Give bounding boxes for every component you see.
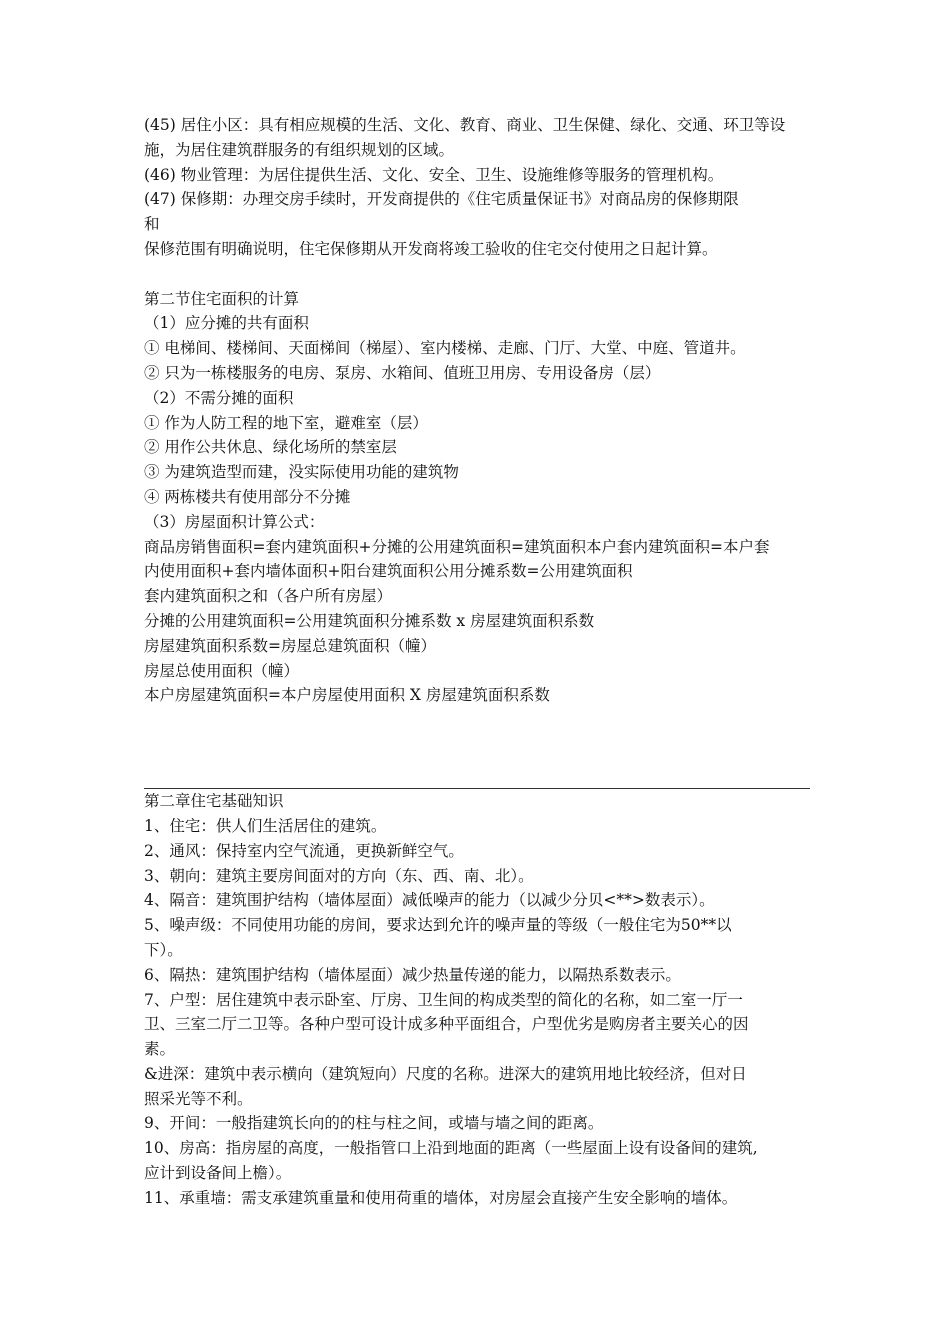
subheading-1: （1）应分摊的共有面积 [144, 314, 309, 333]
definition-item-cont: 素。 [144, 1040, 176, 1059]
definition-item-cont: 卫、三室二厅二卫等。各种户型可设计成多种平面组合，户型优劣是购房者主要关心的因 [144, 1015, 749, 1034]
definition-item: 4、隔音：建筑围护结构（墙体屋面）减低噪声的能力（以减少分贝<**>数表示）。 [144, 891, 715, 910]
item-47-line3: 保修范围有明确说明，住宅保修期从开发商将竣工验收的住宅交付使用之日起计算。 [144, 239, 718, 258]
chapter-title: 第二章住宅基础知识 [144, 792, 284, 811]
definition-item-cont: 照采光等不利。 [144, 1089, 253, 1108]
formula-line: 本户房屋建筑面积=本户房屋使用面积 X 房屋建筑面积系数 [144, 686, 550, 705]
formula-line: 房屋总使用面积（幢） [144, 661, 300, 680]
formula-line: 套内建筑面积之和（各户所有房屋） [144, 587, 393, 606]
definition-item: 7、户型：居住建筑中表示卧室、厅房、卫生间的构成类型的简化的名称，如二室一厅一 [144, 990, 743, 1009]
definition-item: 9、开间：一般指建筑长向的的柱与柱之间，或墙与墙之间的距离。 [144, 1114, 604, 1133]
definition-item: &进深：建筑中表示横向（建筑短向）尺度的名称。进深大的建筑用地比较经济，但对日 [144, 1064, 747, 1083]
item-47-line1: (47) 保修期：办理交房手续时，开发商提供的《住宅质量保证书》对商品房的保修期限 [144, 190, 739, 209]
list-item: ② 只为一栋楼服务的电房、泵房、水箱间、值班卫用房、专用设备房（层） [144, 363, 661, 382]
spacer [144, 262, 814, 287]
definition-item: 2、通风：保持室内空气流通，更换新鲜空气。 [144, 841, 464, 860]
definition-item: 6、隔热：建筑围护结构（墙体屋面）减少热量传递的能力，以隔热系数表示。 [144, 965, 681, 984]
list-item: ② 用作公共休息、绿化场所的禁室层 [144, 438, 397, 457]
item-45: (45) 居住小区：具有相应规模的生活、文化、教育、商业、卫生保健、绿化、交通、环卫等设施，为居住建筑群服务的有组织规划的区域。 [144, 116, 786, 159]
definition-item: 10、房高：指房屋的高度，一般指管口上沿到地面的距离（一些屋面上设有设备间的建筑, [144, 1139, 758, 1158]
definition-item: 11、承重墙：需支承建筑重量和使用荷重的墙体，对房屋会直接产生安全影响的墙体。 [144, 1188, 738, 1207]
subheading-2: （2）不需分摊的面积 [144, 388, 294, 407]
formula-line: 分摊的公用建筑面积=公用建筑面积分摊系数 x 房屋建筑面积系数 [144, 611, 595, 630]
list-item: ④ 两栋楼共有使用部分不分摊 [144, 487, 351, 506]
definition-item-cont: 应计到设备间上檐）。 [144, 1164, 292, 1183]
formula-line: 房屋建筑面积系数=房屋总建筑面积（幢） [144, 636, 436, 655]
definition-item: 5、噪声级：不同使用功能的房间，要求达到允许的噪声量的等级（一般住宅为50**以 [144, 916, 732, 935]
definition-item: 1、住宅：供人们生活居住的建筑。 [144, 816, 387, 835]
section-title: 第二节住宅面积的计算 [144, 289, 300, 308]
document-page [144, 113, 814, 1211]
formula-line: 商品房销售面积=套内建筑面积+分摊的公用建筑面积=建筑面积本户套内建筑面积=本户套 [144, 537, 770, 556]
formula-line: 内使用面积+套内墙体面积+阳台建筑面积公用分摊系数=公用建筑面积 [144, 562, 633, 581]
item-46: (46) 物业管理：为居住提供生活、文化、安全、卫生、设施维修等服务的管理机构。 [144, 165, 724, 184]
spacer [144, 708, 814, 782]
subheading-3: （3）房屋面积计算公式： [144, 512, 325, 531]
list-item: ① 电梯间、楼梯间、天面梯间（梯屋）、室内楼梯、走廊、门厅、大堂、中庭、管道井。 [144, 339, 746, 358]
definition-item-cont: 下）。 [144, 940, 183, 959]
definition-item: 3、朝向：建筑主要房间面对的方向（东、西、南、北）。 [144, 866, 534, 885]
list-item: ① 作为人防工程的地下室，避难室（层） [144, 413, 428, 432]
item-47-line2: 和 [144, 215, 160, 234]
list-item: ③ 为建筑造型而建，没实际使用功能的建筑物 [144, 463, 459, 482]
